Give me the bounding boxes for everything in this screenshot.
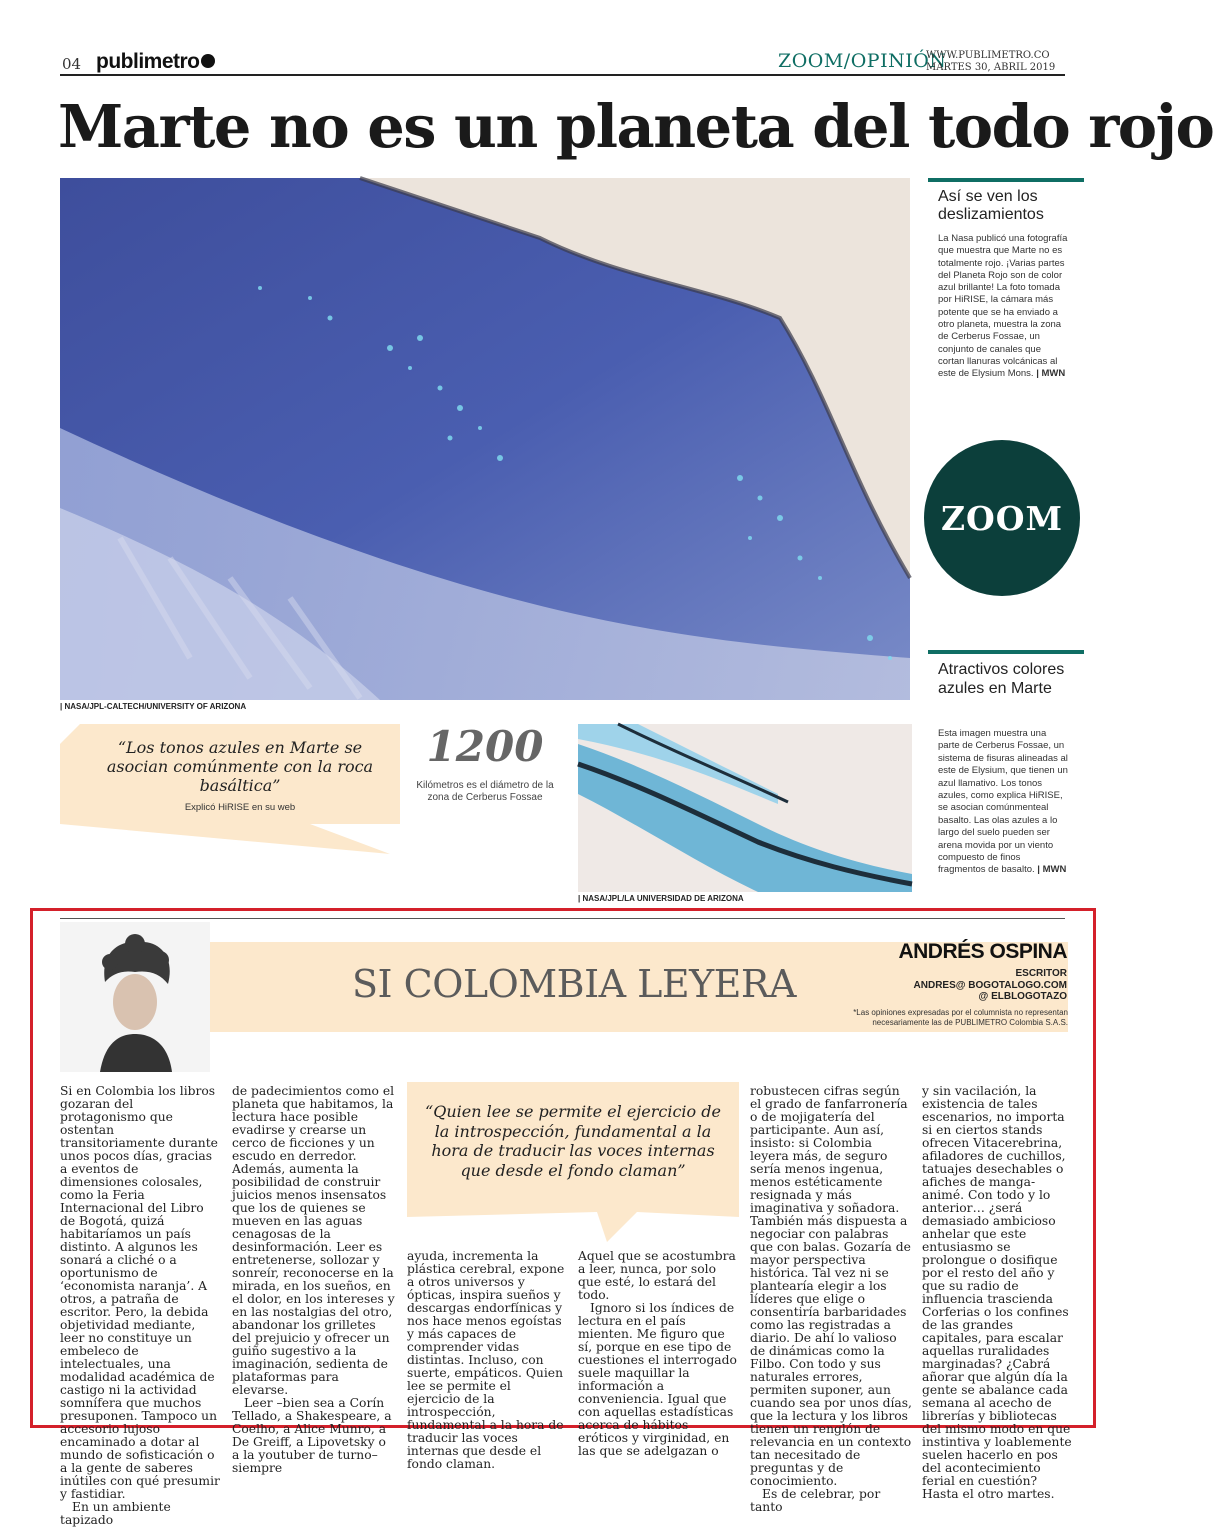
header-meta (926, 50, 1055, 74)
sidebar-title: Atractivos colores azules en Marte (938, 661, 1065, 697)
column-divider (60, 918, 1065, 919)
author-portrait (60, 922, 210, 1072)
section-label: ZOOM/OPINIÓN (778, 50, 947, 72)
mars-slope-image (60, 178, 910, 700)
pull-quote: “Los tonos azules en Marte se asocian comúnmente con la roca basáltica” (106, 738, 374, 795)
photo-credit: | NASA/JPL/LA UNIVERSIDAD DE ARIZONA (578, 894, 744, 903)
header-date: MARTES 30, ABRIL 2019 (926, 62, 1056, 73)
sidebar-tag: | MWN (1037, 864, 1067, 876)
author-role: ESCRITOR (1015, 968, 1067, 979)
column-text: Aquel que se acostumbra a leer, nunca, por solo que esté, lo estará del todo. Ignoro si los índices de lectura en el país mienten. Me figuro que sí, porque en ese tipo de cuestiones el interrogado suele maquillar la información a conveniencia. Igual que con aquellas estadísticas acerca de hábitos eróticos y virginidad, en las que se adelgazan o (578, 1249, 737, 1458)
sidebar-body: La Nasa publicó una fotografía que muestra que Marte no es totalmente rojo. ¡Varias partes del Planeta Rojo son de color azul brillante! La foto tomada por HiRISE, la cámara más potente que se ha enviado a otro planeta, muestra la zona de Cerberus Fossae, un conjunto de canales que cortan llanuras volcánicas al este de Elysium Mons. | MWN (938, 233, 1068, 380)
photo-credit: | NASA/JPL-CALTECH/UNIVERSITY OF ARIZONA (60, 702, 247, 711)
header-url: WWW.PUBLIMETRO.CO (926, 50, 1050, 61)
brand-name: publimetro (96, 50, 200, 73)
zoom-label: ZOOM (940, 498, 1064, 538)
author-handle: @ ELBLOGOTAZO (978, 991, 1067, 1002)
main-photo (60, 178, 910, 700)
author-name: ANDRÉS OSPINA (898, 940, 1067, 963)
author-avatar (60, 922, 210, 1072)
sidebar-divider (928, 178, 1084, 182)
sidebar-divider (928, 650, 1084, 654)
globe-icon (201, 54, 215, 68)
stat-caption: Kilómetros es el diámetro de la zona de Cerberus Fossae (416, 780, 554, 803)
headline: Marte no es un planeta del todo rojo (58, 92, 1213, 161)
author-email: ANDRES@ BOGOTALOGO.COM (913, 979, 1067, 991)
sidebar-title: Así se ven los deslizamientos (938, 188, 1044, 223)
fissure-image (578, 724, 912, 892)
column-text: ayuda, incrementa la plástica cerebral, expone a otros universos y ópticas, inspira sueños y descargas endorfínicas y nos hace menos egoístas y más capaces de comprender vidas distintas. Incluso, con suerte, empáticos. Quien lee se permite el ejercicio de la introspección, fundamental a la hora de traducir las voces internas que desde el fondo claman. (407, 1249, 565, 1471)
sidebar-tag: | MWN (1036, 368, 1066, 380)
sidebar-body: Esta imagen muestra una parte de Cerberus Fossae, un sistema de fisuras alineadas al este de Elysium, que tienen un azul llamativo. Los tonos azules, como explica HiRISE, se asocian comúnmenteal basalto. Las olas azules a lo largo del suelo pueden ser arena movida por un viento compuesto de finos fragmentos de basalto. | MWN (938, 728, 1068, 876)
column-text: Si en Colombia los libros gozaran del protagonismo que ostentan transitoriamente durante unos pocos días, gracias a eventos de dimensiones colosales, como la Feria Internacional del Libro de Bogotá, quizá habitaríamos un país distinto. A algunos les sonará a cliché o a oportunismo de ‘economista naranja’. A otros, a patraña de escritor. Pero, la debida objetividad mediante, leer no constituye un embeleco de intelectuales, una modalidad académica de castigo ni la actividad somnífera que muchos presuponen. Tampoco un accesorio lujoso encaminado a dotar al mundo de sofisticación o a la gente de saberes inútiles con qué presumir y fastidiar. En un ambiente tapizado (60, 1084, 220, 1527)
brand-logo (96, 50, 215, 74)
column-title: SI COLOMBIA LEYERA (352, 962, 796, 1006)
stat-number: 1200 (426, 722, 544, 771)
header-divider (60, 74, 1065, 76)
column-text: de padecimientos como el planeta que habitamos, la lectura hace posible evadirse y crearse un cerco de ficciones y un escudo en derredor. Además, aumenta la posibilidad de construir juicios menos insensatos que los de quienes se mueven en las aguas cenagosas de la desinformación. Leer es entretenerse, sollozar y sonreír, reconocerse en la mirada, en los sueños, en el dolor, en los intereses y en las nostalgias del otro, abandonar los grilletes del prejuicio y ofrecer un guiño sugestivo a la imaginación, sedienta de plataformas para elevarse. Leer –bien sea a Corín Tellado, a Shakespeare, a Coelho, a Alice Munro, a De Greiff, a Lipovetsky o a la youtuber de turno– siempre (232, 1084, 395, 1475)
disclaimer: *Las opiniones expresadas por el columnista no representan necesariamente las de PUBLIMETRO Colombia S.A.S. (853, 1008, 1068, 1027)
pull-quote: “Quien lee se permite el ejercicio de la introspección, fundamental a la hora de traducir las voces internas que desde el fondo claman” (425, 1102, 721, 1180)
page-number: 04 (62, 55, 82, 73)
column-text: y sin vacilación, la existencia de tales escenarios, no importa si en ciertos stands ofrecen Vitacerebrina, afiladores de cuchillos, tatuajes desechables o afiches de manga-animé. Con todo y lo anterior… ¿será demasiado ambicioso anhelar que este entusiasmo se prolongue o dosifique por el resto del año y que su radio de influencia trasciendа Corferias o los confines de las grandes capitales, para escalar aquellas ruralidades marginadas? ¿Cabrá añorar que algún día la gente se abalance cada semana al acecho de librerías y bibliotecas del mismo modo en que instintiva y loablemente suelen hacerlo en pos del acontecimiento ferial en cuestión? Hasta el otro martes. (922, 1084, 1072, 1501)
column-text: robustecen cifras según el grado de fanfarronería o de mojigatería del participante. Aun así, insisto: si Colombia leyera más, de seguro sería menos ingenua, menos estéticamente resignada y más imaginativa y soñadora. También más dispuesta a negociar con palabras que con balas. Gozaría de mayor perspectiva histórica. Tal vez ni se plantearía elegir a los líderes que elige o consentiría barbaridades como las registradas a diario. De ahí lo valioso de dinámicas como la Filbo. Con todo y sus naturales errores, permiten suponer, aun cuando sea por unos días, que la lectura y los libros tienen un renglón de relevancia en un contexto tan necesitado de preguntas y de conocimiento. Es de celebrar, por tanto (750, 1084, 912, 1514)
quote-source: Explicó HiRISE en su web (184, 802, 296, 813)
secondary-photo (578, 724, 912, 892)
author-info (835, 968, 1067, 1003)
zoom-badge (924, 440, 1080, 596)
